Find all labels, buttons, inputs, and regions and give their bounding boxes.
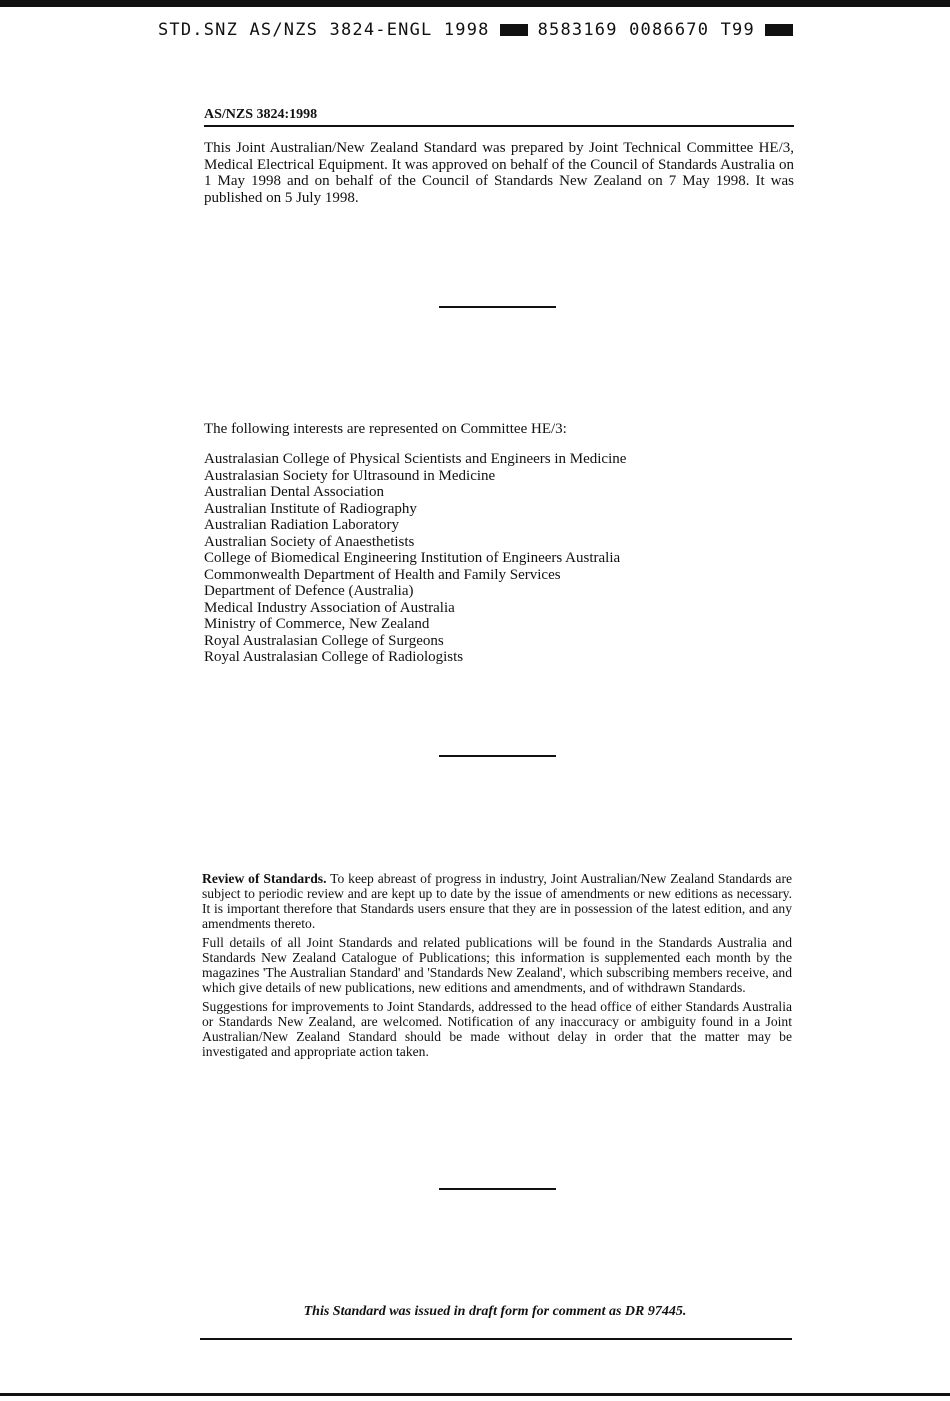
interest-item: Australian Institute of Radiography [204,500,417,517]
interest-item: Royal Australasian College of Radiologists [204,649,464,665]
section-divider-1 [439,306,556,308]
interest-item: Australian Dental Association [204,484,384,500]
interest-item: Australian Society of Anaesthetists [204,533,415,550]
interests-list [204,451,626,666]
interest-item: Commonwealth Department of Health and Family Services [204,566,561,583]
interest-item: Department of Defence (Australia) [204,583,414,599]
interest-item: Australasian Society for Ultrasound in Medicine [204,467,496,484]
section-divider-2 [439,755,556,757]
review-lead: Review of Standards. [202,871,327,886]
draft-note: This Standard was issued in draft form for comment as DR 97445. [303,1304,687,1319]
preparation-statement: This Joint Australian/New Zealand Standard was prepared by Joint Technical Committee HE/3, Medical Electrical Equipment. It was approved on behalf of the Council of Standards Australia on 1 May 1998 and on behalf of the Council of Standards New Zealand on 7 May 1998. It was published on 5 July 1998. [204,140,794,206]
black-block-mark-end [765,24,793,36]
interest-item: Medical Industry Association of Australia [204,599,455,616]
header-code-part-2: 8583169 0086670 T99 [537,20,755,40]
review-paragraph-1 [202,871,792,931]
bottom-rule [0,1393,950,1396]
interest-item: Australasian College of Physical Scientists and Engineers in Medicine [204,451,627,467]
footer-rule [200,1338,792,1340]
interest-item: Royal Australasian College of Surgeons [204,632,444,649]
review-paragraph-1-text: To keep abreast of progress in industry, Joint Australian/New Zealand Standards are subject to periodic review and are kept up to date by the issue of amendments or new editions as necessary. It is important therefore that Standards users ensure that they are in possession of the latest edition, and any amendments thereto. [202,871,793,931]
document-header-code [158,20,818,40]
black-block-mark [500,24,528,36]
interests-heading: The following interests are represented on Committee HE/3: [204,421,567,437]
header-code-part-1: STD.SNZ AS/NZS 3824-ENGL 1998 [158,20,490,40]
title-rule [204,125,794,127]
review-of-standards-section [202,871,792,1063]
review-paragraph-2: Full details of all Joint Standards and related publications will be found in the Standards Australia and Standards New Zealand Catalogue of Publications; this information is supplemented each month by the magazines 'The Australian Standard' and 'Standards New Zealand', which subscribing members receive, and which give details of new publications, new editions and amendments, and of withdrawn Standards. [202,935,792,995]
section-divider-3 [439,1188,556,1190]
interest-item: Ministry of Commerce, New Zealand [204,616,430,632]
review-paragraph-3: Suggestions for improvements to Joint Standards, addressed to the head office of either Standards Australia or Standards New Zealand, are welcomed. Notification of any inaccuracy or ambiguity found in a Joint Australian/New Zealand Standard should be made without delay in order that the matter may be investigated and appropriate action taken. [202,999,792,1059]
top-rule [0,0,950,7]
interest-item: College of Biomedical Engineering Institution of Engineers Australia [204,550,621,566]
interest-item: Australian Radiation Laboratory [204,517,399,533]
document-title: AS/NZS 3824:1998 [204,107,318,122]
